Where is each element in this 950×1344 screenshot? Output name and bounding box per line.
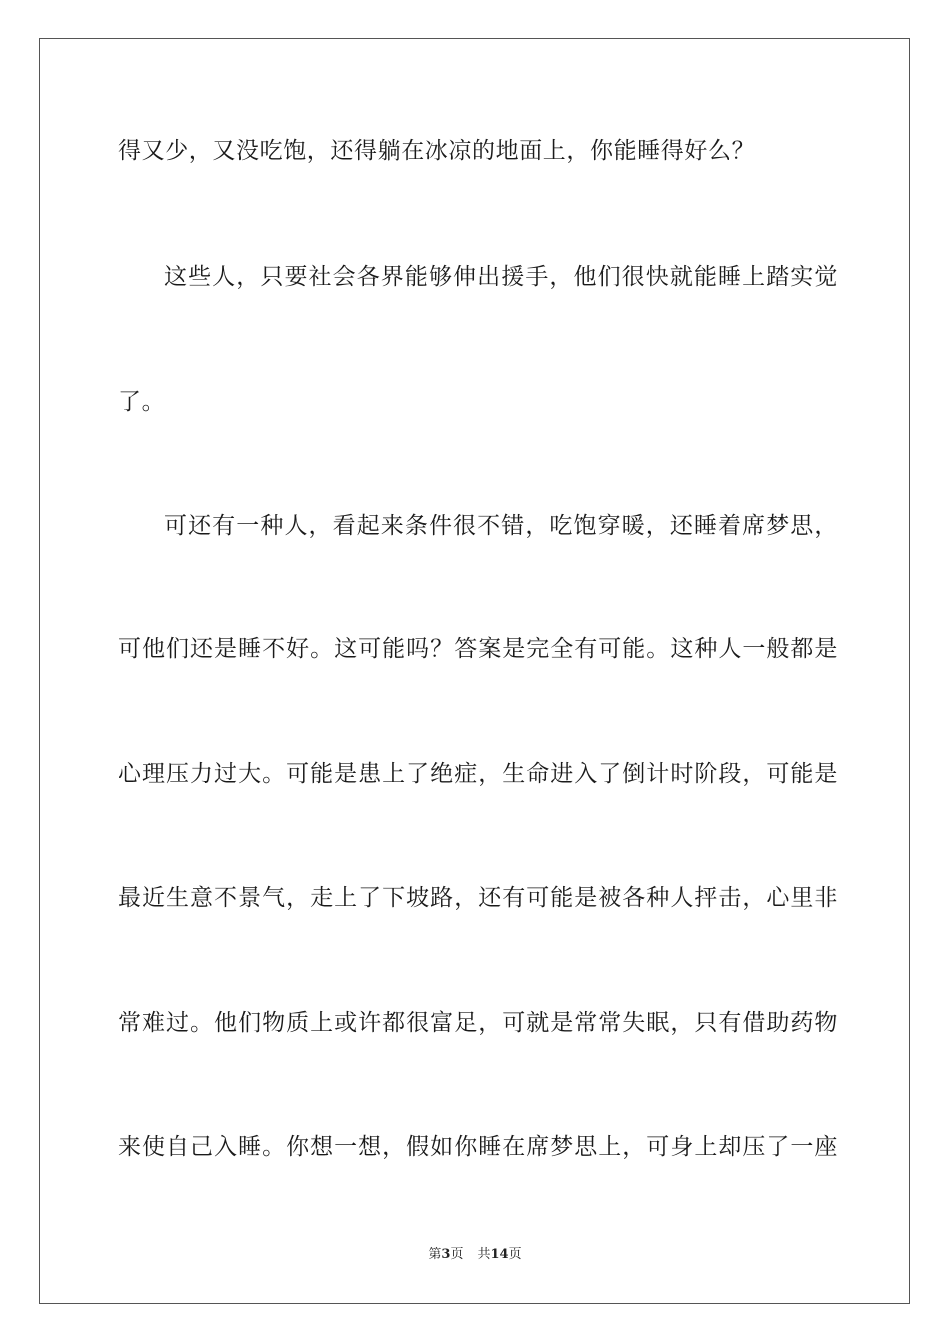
total-pages: 14: [490, 1247, 509, 1262]
total-prefix: 共: [477, 1247, 491, 1262]
page-prefix: 第: [428, 1247, 442, 1262]
page-number: 3: [441, 1247, 451, 1262]
text-line-9: 来使自己入睡。你想一想，假如你睡在席梦思上，可身上却压了一座: [118, 1134, 838, 1160]
text-line-7: 最近生意不景气，走上了下坡路，还有可能是被各种人抨击，心里非: [118, 885, 838, 911]
page-footer: [0, 1246, 950, 1264]
text-line-5: 可他们还是睡不好。这可能吗？答案是完全有可能。这种人一般都是: [118, 636, 838, 662]
text-line-1: 得又少，又没吃饱，还得躺在冰凉的地面上，你能睡得好么？: [118, 138, 756, 164]
page-suffix: 页: [450, 1247, 464, 1262]
total-suffix: 页: [508, 1247, 522, 1262]
text-line-2: 这些人，只要社会各界能够伸出援手，他们很快就能睡上踏实觉: [164, 264, 838, 290]
text-line-6: 心理压力过大。可能是患上了绝症，生命进入了倒计时阶段，可能是: [118, 761, 838, 787]
text-line-3: 了。: [118, 389, 166, 415]
text-line-8: 常难过。他们物质上或许都很富足，可就是常常失眠，只有借助药物: [118, 1010, 838, 1036]
text-line-4: 可还有一种人，看起来条件很不错，吃饱穿暖，还睡着席梦思，: [164, 513, 838, 539]
page-border: [39, 38, 910, 1304]
